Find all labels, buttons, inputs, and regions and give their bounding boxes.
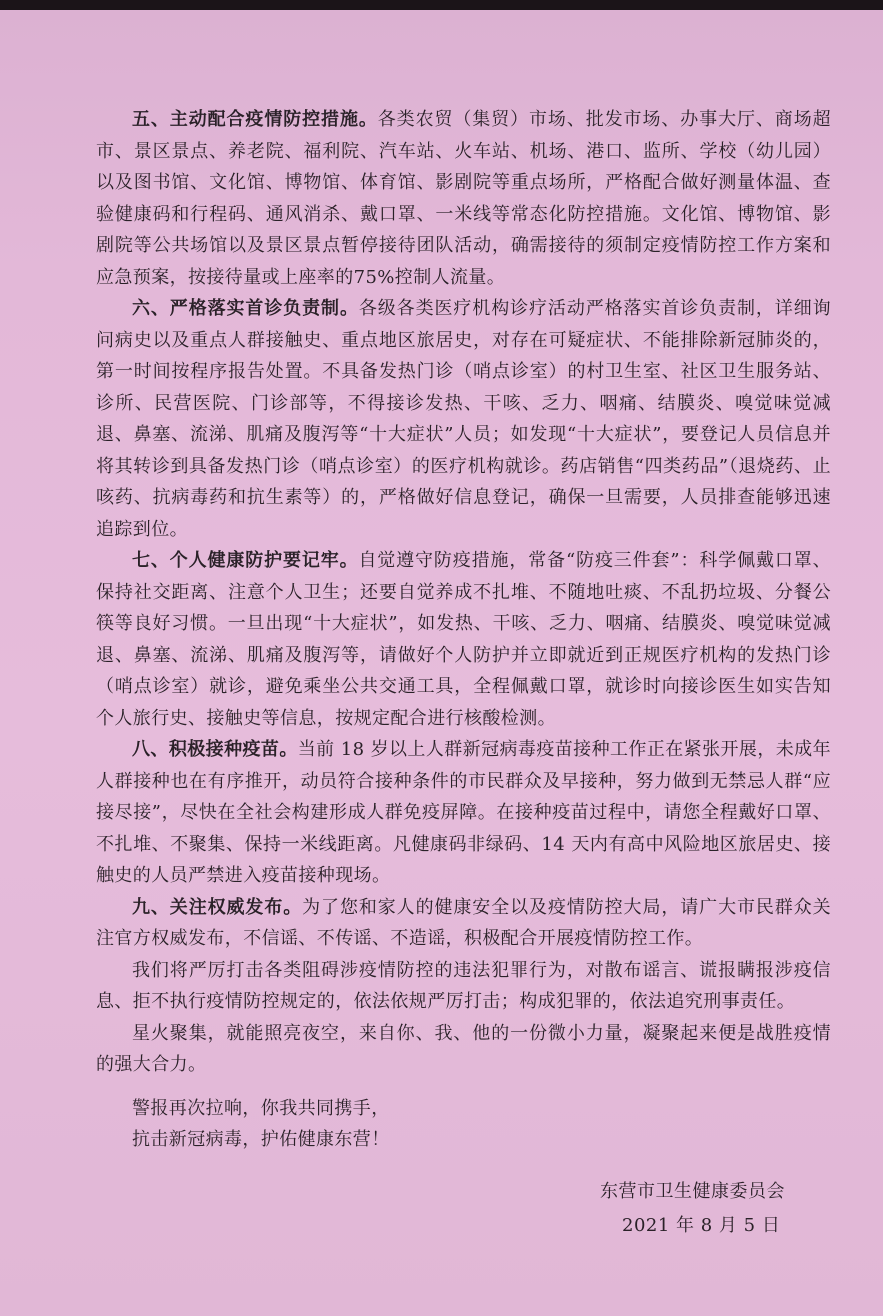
section-9 [96, 892, 831, 955]
section-heading: 七、个人健康防护要记牢。 [132, 550, 359, 571]
issue-date: 2021 年 8 月 5 日 [622, 1215, 781, 1236]
section-heading: 九、关注权威发布。 [132, 896, 303, 918]
section-text: 当前 18 岁以上人群新冠病毒疫苗接种工作正在紧张开展，未成年人群接种也在有序推开，动员符合接种条件的市民群众及早接种，努力做到无禁忌人群“应接尽接”，尽快在全社会构建形成人群免疫屏障。在接种疫苗过程中，请您全程戴好口罩、不扎堆、不聚集、保持一米线距离。凡健康码非绿码、14 天内有高中风险地区旅居史、接触史的人员严禁进入疫苗接种现场。 [96, 739, 831, 886]
section-6 [96, 293, 831, 545]
section-heading: 六、严格落实首诊负责制。 [132, 298, 359, 319]
slogan-line-1: 警报再次拉响，你我共同携手， [132, 1097, 390, 1119]
spacer [96, 1081, 831, 1093]
document-body [96, 104, 831, 1156]
section-5 [96, 104, 831, 293]
section-heading: 八、积极接种疫苗。 [132, 739, 298, 760]
section-text: 各级各类医疗机构诊疗活动严格落实首诊负责制，详细询问病史以及重点人群接触史、重点地区旅居史，对存在可疑症状、不能排除新冠肺炎的，第一时间按程序报告处置。不具备发热门诊（哨点诊室）的村卫生室、社区卫生服务站、诊所、民营医院、门诊部等，不得接诊发热、干咳、乏力、咽痛、结膜炎、嗅觉味觉减退、鼻塞、流涕、肌痛及腹泻等“十大症状”人员；如发现“十大症状”，要登记人员信息并将其转诊到具备发热门诊（哨点诊室）的医疗机构就诊。药店销售“四类药品”（退烧药、止咳药、抗病毒药和抗生素等）的，严格做好信息登记，确保一旦需要，人员排查能够迅速追踪到位。 [96, 298, 831, 540]
section-text: 各类农贸（集贸）市场、批发市场、办事大厅、商场超市、景区景点、养老院、福利院、汽车站、火车站、机场、港口、监所、学校（幼儿园）以及图书馆、文化馆、博物馆、体育馆、影剧院等重点场所，严格配合做好测量体温、查验健康码和行程码、通风消杀、戴口罩、一米线等常态化防控措施。文化馆、博物馆、影剧院等公共场馆以及景区景点暂停接待团队活动，确需接待的须制定疫情防控工作方案和应急预案，按接待量或上座率的75%控制人流量。 [96, 109, 831, 288]
section-text: 自觉遵守防疫措施，常备“防疫三件套”：科学佩戴口罩、保持社交距离、注意个人卫生；还要自觉养成不扎堆、不随地吐痰、不乱扔垃圾、分餐公筷等良好习惯。一旦出现“十大症状”，如发热、干咳、乏力、咽痛、结膜炎、嗅觉味觉减退、鼻塞、流涕、肌痛及腹泻等，请做好个人防护并立即就近到正规医疗机构的发热门诊（哨点诊室）就诊，避免乘坐公共交通工具，全程佩戴口罩，就诊时向接诊医生如实告知个人旅行史、接触史等信息，按规定配合进行核酸检测。 [96, 550, 831, 729]
section-8 [96, 734, 831, 892]
section-text: 为了您和家人的健康安全以及疫情防控大局，请广大市民群众关注官方权威发布，不信谣、不传谣、不造谣，积极配合开展疫情防控工作。 [96, 896, 831, 949]
closing-paragraph-crackdown: 我们将严厉打击各类阻碍涉疫情防控的违法犯罪行为，对散布谣言、谎报瞒报涉疫信息、拒不执行疫情防控规定的，依法依规严厉打击；构成犯罪的，依法追究刑事责任。 [96, 959, 831, 1012]
section-heading: 五、主动配合疫情防控措施。 [132, 109, 378, 130]
slogan-line-2: 抗击新冠病毒，护佑健康东营！ [132, 1129, 390, 1150]
document-page [0, 10, 883, 1316]
section-7 [96, 545, 831, 734]
issuing-organization: 东营市卫生健康委员会 [600, 1181, 785, 1202]
closing-paragraph-unity: 星火聚集，就能照亮夜空，来自你、我、他的一份微小力量，凝聚起来便是战胜疫情的强大合力。 [96, 1022, 831, 1075]
